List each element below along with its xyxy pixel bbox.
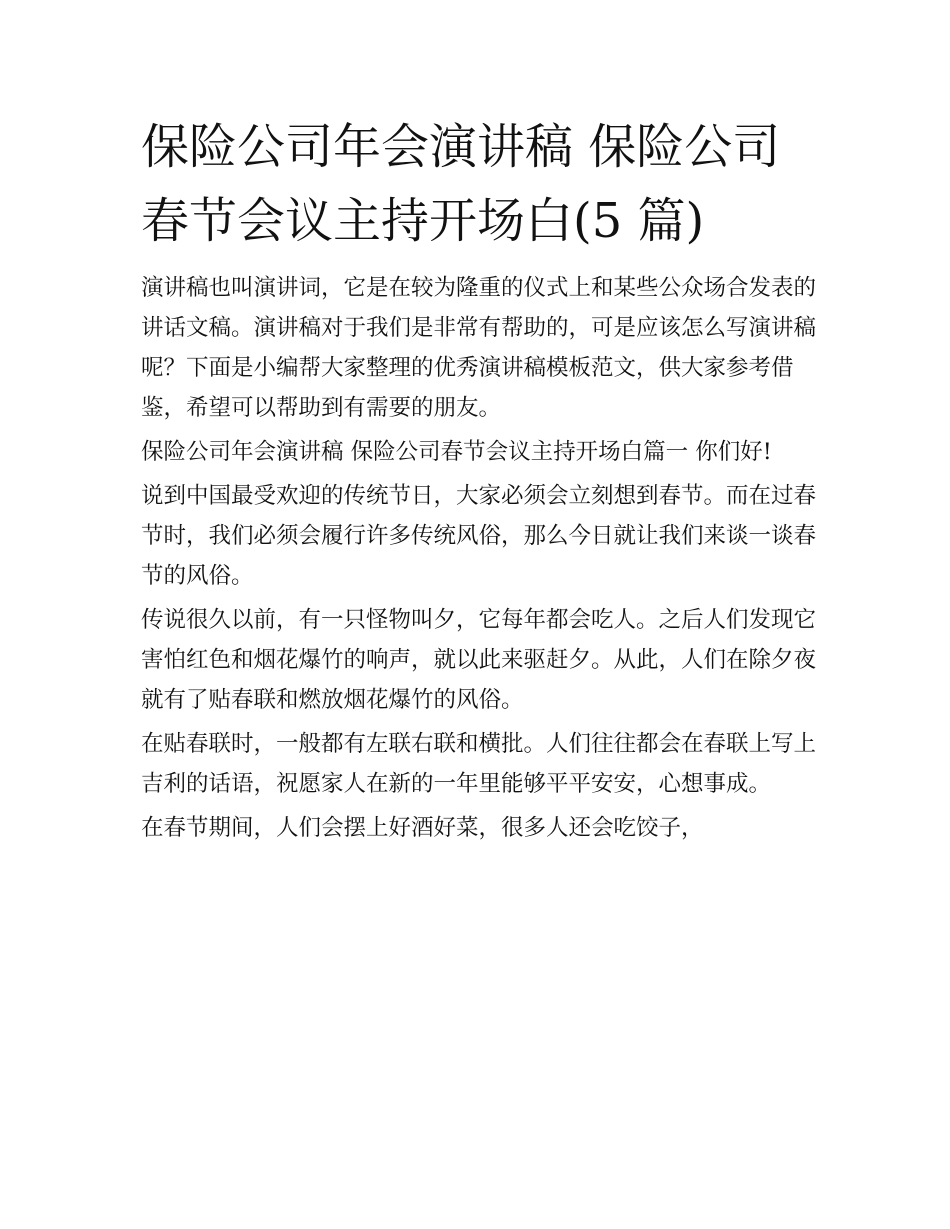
body-paragraph: 说到中国最受欢迎的传统节日，大家必须会立刻想到春节。而在过春节时，我们必须会履行许多传统风俗，那么今日就让我们来谈一谈春节的风俗。 <box>141 483 817 589</box>
document-body <box>141 110 817 852</box>
body-paragraph: 传说很久以前，有一只怪物叫夕，它每年都会吃人。之后人们发现它害怕红色和烟花爆竹的响声，就以此来驱赶夕。从此，人们在除夕夜就有了贴春联和燃放烟花爆竹的风俗。 <box>141 607 817 713</box>
title-line-1: 保险公司年会演讲稿 保险公司 <box>141 119 781 175</box>
body-paragraph: 在贴春联时，一般都有左联右联和横批。人们往往都会在春联上写上吉利的话语，祝愿家人在新的一年里能够平平安安，心想事成。 <box>141 731 817 797</box>
section-heading-paragraph: 保险公司年会演讲稿 保险公司春节会议主持开场白篇一 你们好! <box>141 439 772 465</box>
title-line-2: 春节会议主持开场白(5 篇) <box>141 193 705 249</box>
body-paragraph: 在春节期间，人们会摆上好酒好菜，很多人还会吃饺子， <box>141 815 704 841</box>
intro-paragraph: 演讲稿也叫演讲词，它是在较为隆重的仪式上和某些公众场合发表的讲话文稿。演讲稿对于我们是非常有帮助的，可是应该怎么写演讲稿呢？下面是小编帮大家整理的优秀演讲稿模板范文，供大家参考借鉴，希望可以帮助到有需要的朋友。 <box>141 275 817 421</box>
document-title <box>141 110 817 258</box>
